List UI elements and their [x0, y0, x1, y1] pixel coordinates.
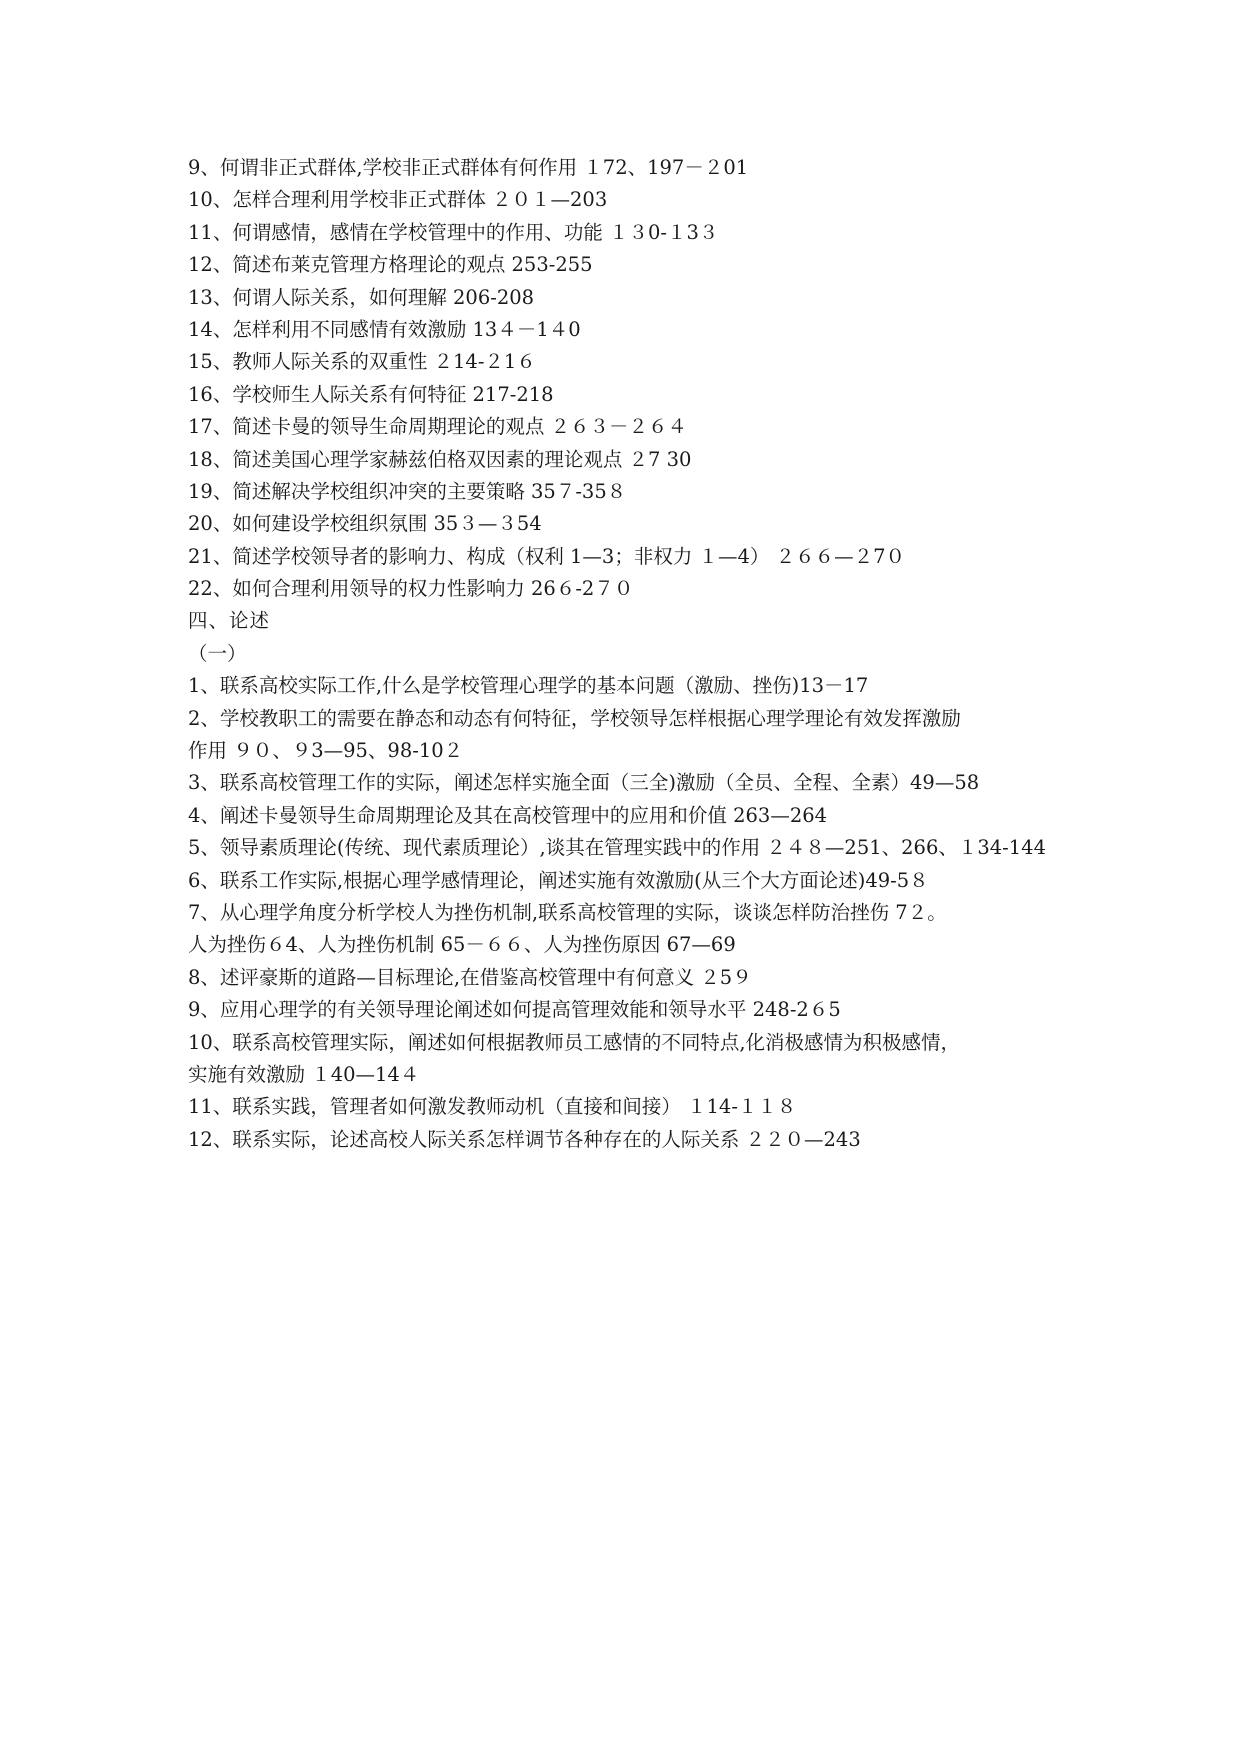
list-item: 2、学校教职工的需要在静态和动态有何特征，学校领导怎样根据心理学理论有效发挥激励	[188, 706, 961, 730]
list-item: 15、教师人际关系的双重性 ２14-２1６	[188, 350, 536, 374]
list-item-continuation: 人为挫伤６4、人为挫伤机制 65－６６、人为挫伤原因 67—69	[188, 933, 736, 957]
document-body	[188, 152, 1068, 1156]
list-item: 20、如何建设学校组织氛围 35３—３54	[188, 512, 542, 536]
list-item: 6、联系工作实际,根据心理学感情理论，阐述实施有效激励(从三个大方面论述)49-5８	[188, 868, 929, 892]
list-item: 9、何谓非正式群体,学校非正式群体有何作用 １72、197－２01	[188, 156, 749, 179]
list-item: 11、何谓感情，感情在学校管理中的作用、功能 １３0-１3３	[188, 220, 719, 244]
list-item: 21、简述学校领导者的影响力、构成（权利 1—3；非权力 １—4） ２６６—２7０	[188, 544, 906, 568]
list-item: 14、怎样利用不同感情有效激励 13４－1４0	[188, 317, 581, 341]
list-item-continuation: 作用 ９０、９3—95、98-10２	[188, 739, 464, 763]
list-item-continuation: 实施有效激励 １40—14４	[188, 1062, 420, 1086]
list-item: 11、联系实践，管理者如何激发教师动机（直接和间接） １14-１１８	[188, 1095, 797, 1119]
list-item: 16、学校师生人际关系有何特征 217-218	[188, 382, 554, 406]
subsection-heading: （一）	[188, 641, 247, 665]
list-item: 3、联系高校管理工作的实际，阐述怎样实施全面（三全)激励（全员、全程、全素）49—58	[188, 771, 980, 795]
list-item: 8、述评豪斯的道路—目标理论,在借鉴高校管理中有何意义 ２5９	[188, 965, 752, 989]
list-item: 10、联系高校管理实际，阐述如何根据教师员工感情的不同特点,化消极感情为积极感情，	[188, 1030, 961, 1054]
list-item: 1、联系高校实际工作,什么是学校管理心理学的基本问题（激励、挫伤)13－17	[188, 674, 869, 698]
list-item: 18、简述美国心理学家赫兹伯格双因素的理论观点 ２7 30	[188, 447, 692, 471]
list-item: 5、领导素质理论(传统、现代素质理论）,谈其在管理实践中的作用 ２４８—251、266、１34-144	[188, 836, 1046, 860]
list-item: 9、应用心理学的有关领导理论阐述如何提高管理效能和领导水平 248-2６5	[188, 998, 841, 1022]
list-item: 4、阐述卡曼领导生命周期理论及其在高校管理中的应用和价值 263—264	[188, 803, 828, 827]
list-item: 12、联系实际，论述高校人际关系怎样调节各种存在的人际关系 ２２０—243	[188, 1127, 861, 1151]
section-heading: 四、论述	[188, 609, 271, 633]
list-item: 7、从心理学角度分析学校人为挫伤机制,联系高校管理的实际，谈谈怎样防治挫伤 7２。	[188, 900, 947, 924]
list-item: 17、简述卡曼的领导生命周期理论的观点 ２６３－２６４	[188, 415, 688, 439]
list-item: 12、简述布莱克管理方格理论的观点 253-255	[188, 253, 593, 277]
list-item: 13、何谓人际关系，如何理解 206-208	[188, 285, 535, 309]
list-item: 19、简述解决学校组织冲突的主要策略 35７-35８	[188, 479, 627, 503]
list-item: 10、怎样合理利用学校非正式群体 ２０１—203	[188, 188, 608, 212]
list-item: 22、如何合理利用领导的权力性影响力 26６-2７０	[188, 577, 634, 601]
